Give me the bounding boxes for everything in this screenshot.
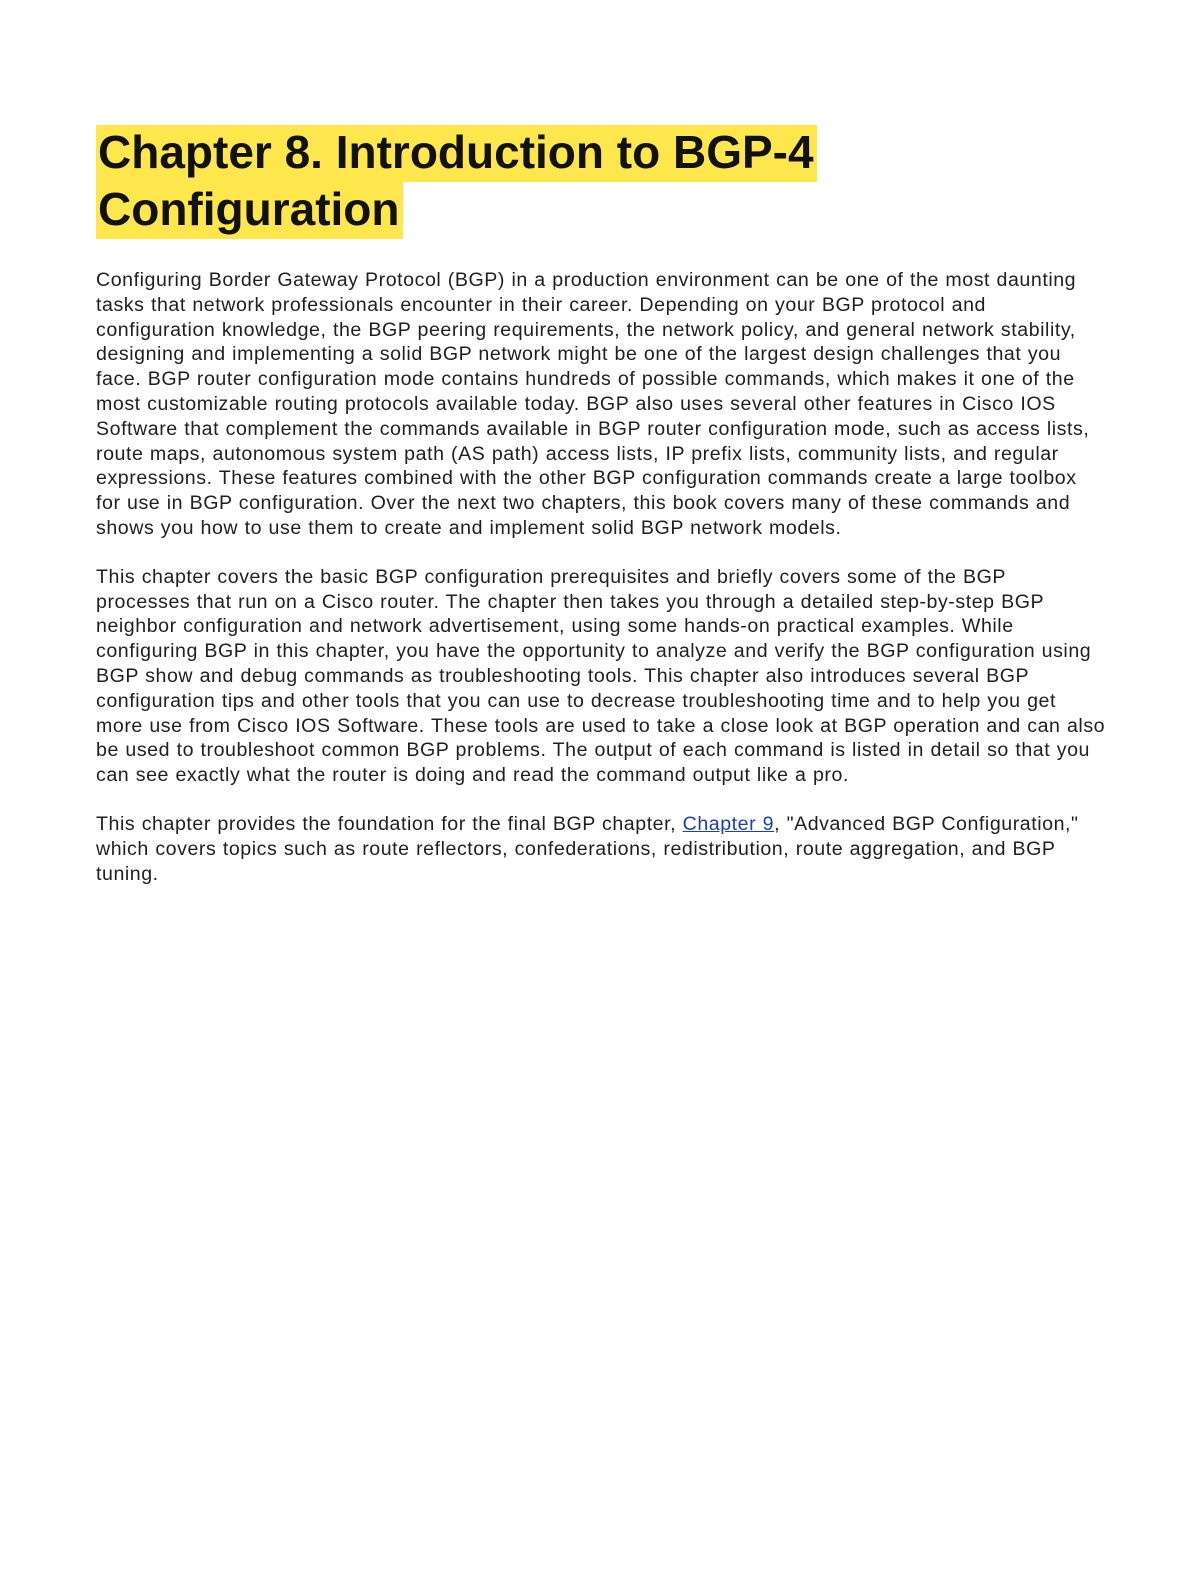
chapter-9-link[interactable]: Chapter 9 — [682, 812, 775, 835]
paragraph-3-text-before-link: This chapter provides the foundation for the final BGP chapter, — [96, 812, 683, 835]
document-page — [96, 124, 1106, 910]
chapter-title — [96, 124, 1106, 238]
paragraph-3-text-after-link: , "Advanced BGP Configuration," which covers topics such as route reflectors, confederations, redistribution, route aggregation, and BGP tuning. — [96, 812, 1079, 885]
intro-paragraph-1: Configuring Border Gateway Protocol (BGP) in a production environment can be one of the most daunting tasks that network professionals encounter in their career. Depending on your BGP protocol and configuration knowledge, the BGP peering requirements, the network policy, and general network stability, designing and implementing a solid BGP network might be one of the largest design challenges that you face. BGP router configuration mode contains hundreds of possible commands, which makes it one of the most customizable routing protocols available today. BGP also uses several other features in Cisco IOS Software that complement the commands available in BGP router configuration mode, such as access lists, route maps, autonomous system path (AS path) access lists, IP prefix lists, community lists, and regular expressions. These features combined with the other BGP configuration commands create a large toolbox for use in BGP configuration. Over the next two chapters, this book covers many of these commands and shows you how to use them to create and implement solid BGP network models. — [96, 269, 1090, 539]
title-highlight-line-2: Configuration — [96, 182, 403, 239]
intro-paragraph-3 — [96, 812, 1106, 886]
intro-paragraph-2: This chapter covers the basic BGP configuration prerequisites and briefly covers some of the BGP processes that run on a Cisco router. The chapter then takes you through a detailed step-by-step BGP neighbor configuration and network advertisement, using some hands-on practical examples. While configuring BGP in this chapter, you have the opportunity to analyze and verify the BGP configuration using BGP show and debug commands as troubleshooting tools. This chapter also introduces several BGP configuration tips and other tools that you can use to decrease troubleshooting time and to help you get more use from Cisco IOS Software. These tools are used to take a close look at BGP operation and can also be used to troubleshoot common BGP problems. The output of each command is listed in detail so that you can see exactly what the router is doing and read the command output like a pro. — [96, 565, 1106, 787]
title-highlight-line-1: Chapter 8. Introduction to BGP-4 — [96, 125, 817, 182]
